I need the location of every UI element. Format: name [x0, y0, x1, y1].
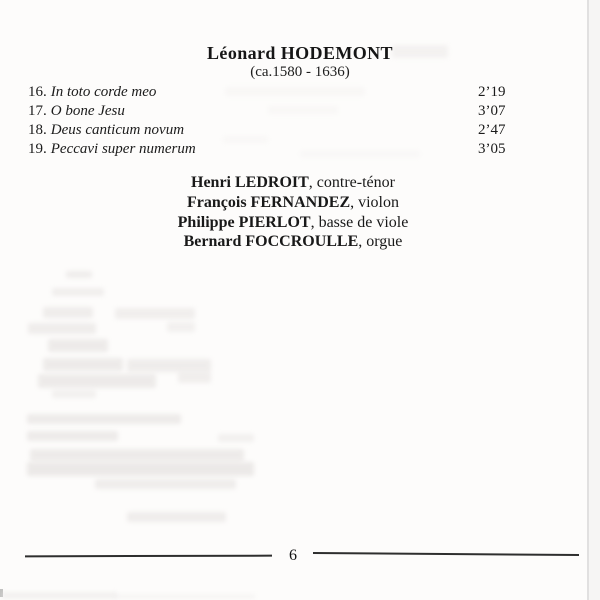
track-row — [28, 102, 573, 121]
footer-rule-left — [25, 555, 272, 557]
track-number: 17. — [28, 103, 47, 119]
performer-role: , violon — [350, 193, 399, 211]
performer-line — [0, 193, 593, 213]
bleed-through-artifact — [48, 339, 108, 352]
track-duration: 3’07 — [478, 103, 506, 119]
track-title: O bone Jesu — [50, 103, 125, 119]
bleed-through-artifact — [66, 271, 92, 278]
performer-line — [0, 213, 593, 233]
performer-role: , basse de viole — [310, 213, 409, 231]
bleed-through-artifact — [27, 414, 181, 424]
bleed-through-artifact — [218, 434, 254, 442]
track-title: Peccavi super numerum — [50, 141, 196, 157]
bleed-through-artifact — [178, 372, 211, 383]
bleed-through-artifact — [115, 308, 195, 319]
scan-bottom-band — [2, 592, 117, 599]
track-row — [28, 83, 573, 102]
track-list — [28, 83, 573, 159]
bleed-through-artifact — [27, 462, 254, 476]
performer-name: Bernard FOCCROULLE — [183, 233, 359, 251]
scan-edge-line — [587, 0, 589, 600]
performer-name: Henri LEDROIT — [191, 174, 309, 191]
track-row — [28, 121, 573, 140]
footer-rule-right — [313, 552, 579, 556]
scan-edge-strip — [589, 0, 600, 600]
bleed-through-artifact — [30, 449, 244, 461]
bleed-through-artifact — [43, 307, 93, 318]
composer-dates: (ca.1580 - 1636) — [250, 64, 350, 80]
bleed-through-artifact — [167, 322, 195, 332]
bleed-through-artifact — [43, 358, 123, 371]
bleed-through-artifact — [27, 431, 118, 441]
page-number: 6 — [289, 547, 297, 564]
track-row — [28, 140, 573, 159]
track-duration: 2’47 — [478, 122, 506, 138]
track-number: 16. — [28, 84, 47, 100]
bleed-through-artifact — [127, 359, 211, 372]
track-duration: 3’05 — [478, 141, 506, 157]
performer-role: , orgue — [358, 233, 403, 251]
track-title: Deus canticum novum — [50, 122, 185, 138]
performer-line — [0, 232, 593, 252]
composer-name: Léonard HODEMONT — [207, 43, 393, 63]
performer-name: Philippe PIERLOT — [177, 213, 311, 231]
bleed-through-artifact — [28, 323, 96, 334]
performer-line — [0, 173, 593, 193]
performer-role: , contre-ténor — [308, 174, 395, 191]
bleed-through-artifact — [95, 479, 236, 489]
scan-bottom-band — [115, 594, 255, 599]
performer-credits — [0, 173, 593, 252]
bleed-through-artifact — [52, 390, 96, 398]
track-number: 19. — [28, 141, 47, 157]
bleed-through-artifact — [38, 374, 156, 388]
performer-name: François FERNANDEZ — [187, 193, 351, 211]
track-title: In toto corde meo — [50, 84, 157, 100]
track-number: 18. — [28, 122, 47, 138]
track-duration: 2’19 — [478, 84, 506, 100]
bleed-through-artifact — [127, 512, 226, 522]
bleed-through-artifact — [52, 288, 104, 296]
